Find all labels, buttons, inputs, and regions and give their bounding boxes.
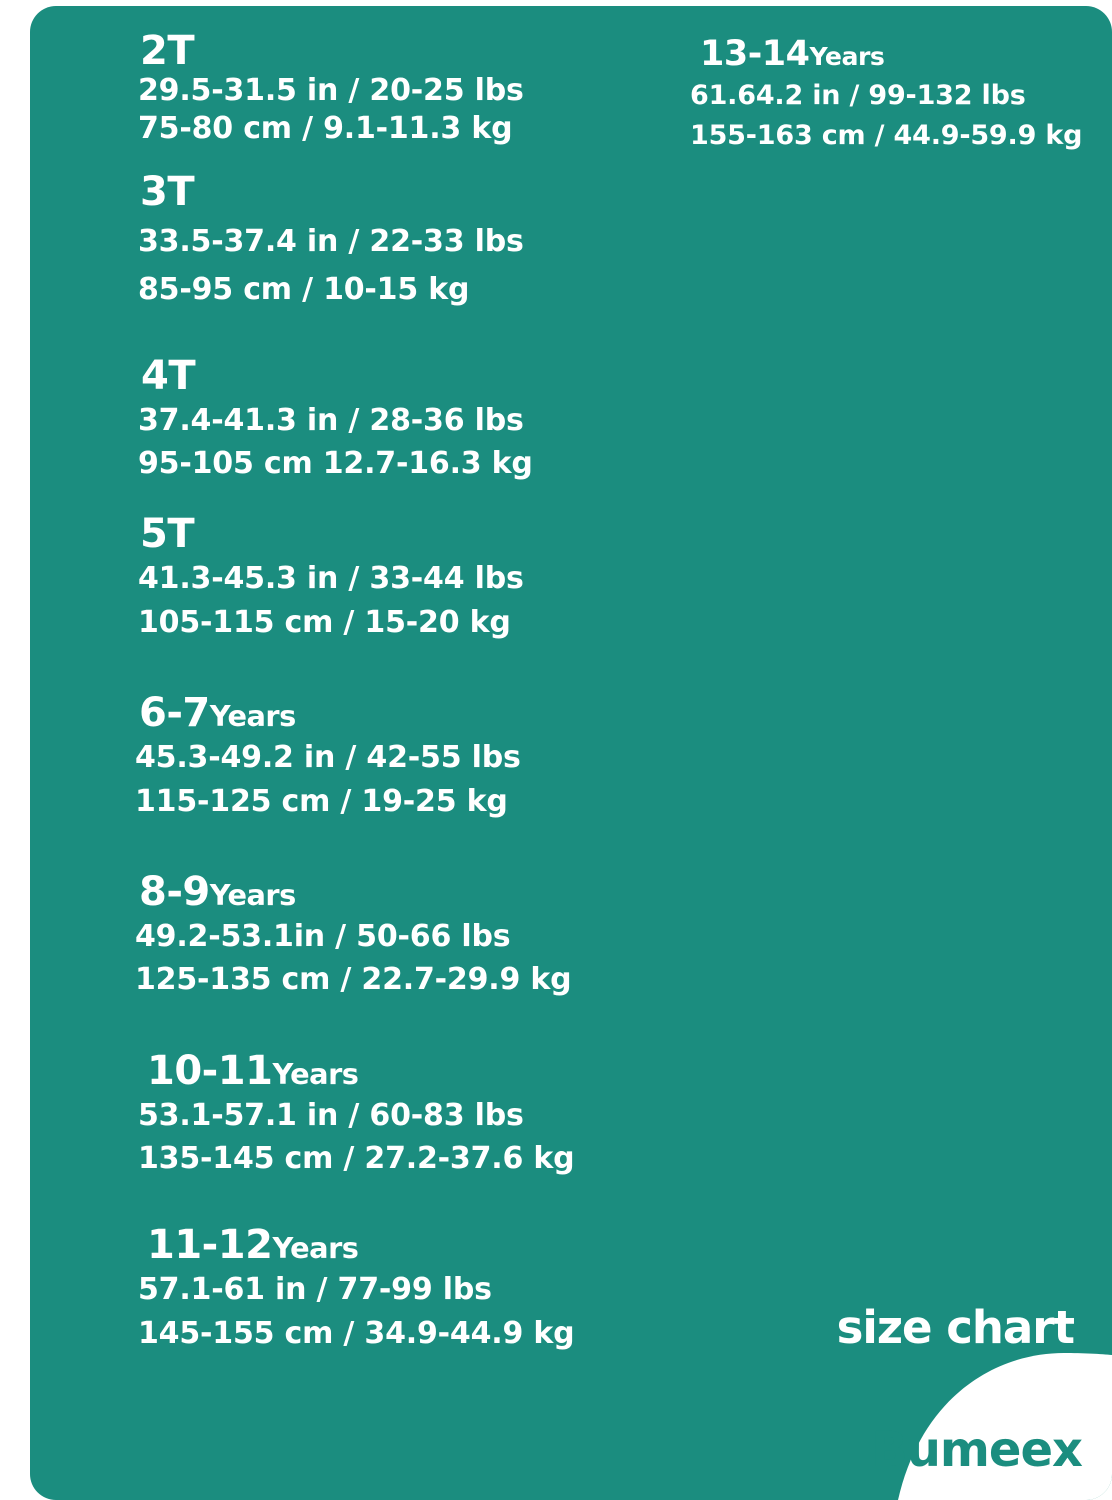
size-column-right bbox=[670, 36, 1100, 154]
size-name-8-9-years: 8-9Years bbox=[139, 868, 296, 915]
size-measure-metric-4t: 95-105 cm 12.7-16.3 kg bbox=[138, 445, 533, 481]
size-name-2t: 2T bbox=[140, 28, 195, 74]
size-measure-metric-13-14-years: 155-163 cm / 44.9-59.9 kg bbox=[690, 120, 1083, 152]
size-measure-imperial-3t: 33.5-37.4 in / 22-33 lbs bbox=[138, 223, 524, 259]
size-block-3t bbox=[115, 168, 675, 310]
size-name-10-11-years: 10-11Years bbox=[147, 1047, 359, 1094]
size-measure-imperial-10-11-years: 53.1-57.1 in / 60-83 lbs bbox=[138, 1097, 524, 1133]
page-title: size chart bbox=[836, 1301, 1074, 1354]
size-measure-metric-10-11-years: 135-145 cm / 27.2-37.6 kg bbox=[138, 1141, 575, 1177]
size-chart-card bbox=[30, 6, 1112, 1500]
size-measure-metric-11-12-years: 145-155 cm / 34.9-44.9 kg bbox=[138, 1315, 575, 1351]
size-unit-6-7-years: Years bbox=[209, 699, 296, 734]
size-unit-11-12-years: Years bbox=[272, 1231, 359, 1266]
size-measure-imperial-2t: 29.5-31.5 in / 20-25 lbs bbox=[138, 73, 524, 108]
size-block-5t bbox=[115, 513, 675, 642]
size-unit-8-9-years: Years bbox=[209, 877, 296, 912]
size-name-6-7-years: 6-7Years bbox=[139, 690, 296, 737]
size-measure-imperial-5t: 41.3-45.3 in / 33-44 lbs bbox=[138, 561, 524, 597]
size-block-2t bbox=[115, 30, 675, 149]
size-measure-metric-6-7-years: 115-125 cm / 19-25 kg bbox=[135, 783, 508, 819]
size-measure-imperial-6-7-years: 45.3-49.2 in / 42-55 lbs bbox=[135, 740, 521, 776]
size-block-13-14-years bbox=[670, 36, 1100, 154]
size-measure-imperial-11-12-years: 57.1-61 in / 77-99 lbs bbox=[138, 1272, 492, 1308]
size-name-11-12-years: 11-12Years bbox=[147, 1222, 359, 1269]
size-measure-metric-2t: 75-80 cm / 9.1-11.3 kg bbox=[138, 111, 513, 147]
size-block-10-11-years bbox=[115, 1047, 675, 1179]
size-name-3t: 3T bbox=[140, 168, 195, 215]
size-column-left bbox=[115, 22, 675, 1353]
size-name-13-14-years: 13-14Years bbox=[700, 34, 885, 74]
size-block-11-12-years bbox=[115, 1224, 675, 1353]
size-measure-metric-3t: 85-95 cm / 10-15 kg bbox=[138, 272, 470, 308]
brand-logo-text: Bumeex bbox=[871, 1422, 1082, 1478]
size-unit-10-11-years: Years bbox=[272, 1056, 359, 1091]
size-block-6-7-years bbox=[115, 692, 675, 821]
size-block-8-9-years bbox=[115, 868, 675, 1000]
size-measure-imperial-8-9-years: 49.2-53.1in / 50-66 lbs bbox=[135, 918, 511, 954]
size-measure-metric-5t: 105-115 cm / 15-20 kg bbox=[138, 604, 511, 640]
size-unit-13-14-years: Years bbox=[809, 42, 885, 71]
size-measure-imperial-4t: 37.4-41.3 in / 28-36 lbs bbox=[138, 402, 524, 438]
size-block-4t bbox=[115, 352, 675, 484]
size-name-5t: 5T bbox=[140, 511, 195, 558]
size-measure-imperial-13-14-years: 61.64.2 in / 99-132 lbs bbox=[690, 79, 1026, 111]
size-measure-metric-8-9-years: 125-135 cm / 22.7-29.9 kg bbox=[135, 962, 572, 998]
size-name-4t: 4T bbox=[141, 352, 196, 399]
